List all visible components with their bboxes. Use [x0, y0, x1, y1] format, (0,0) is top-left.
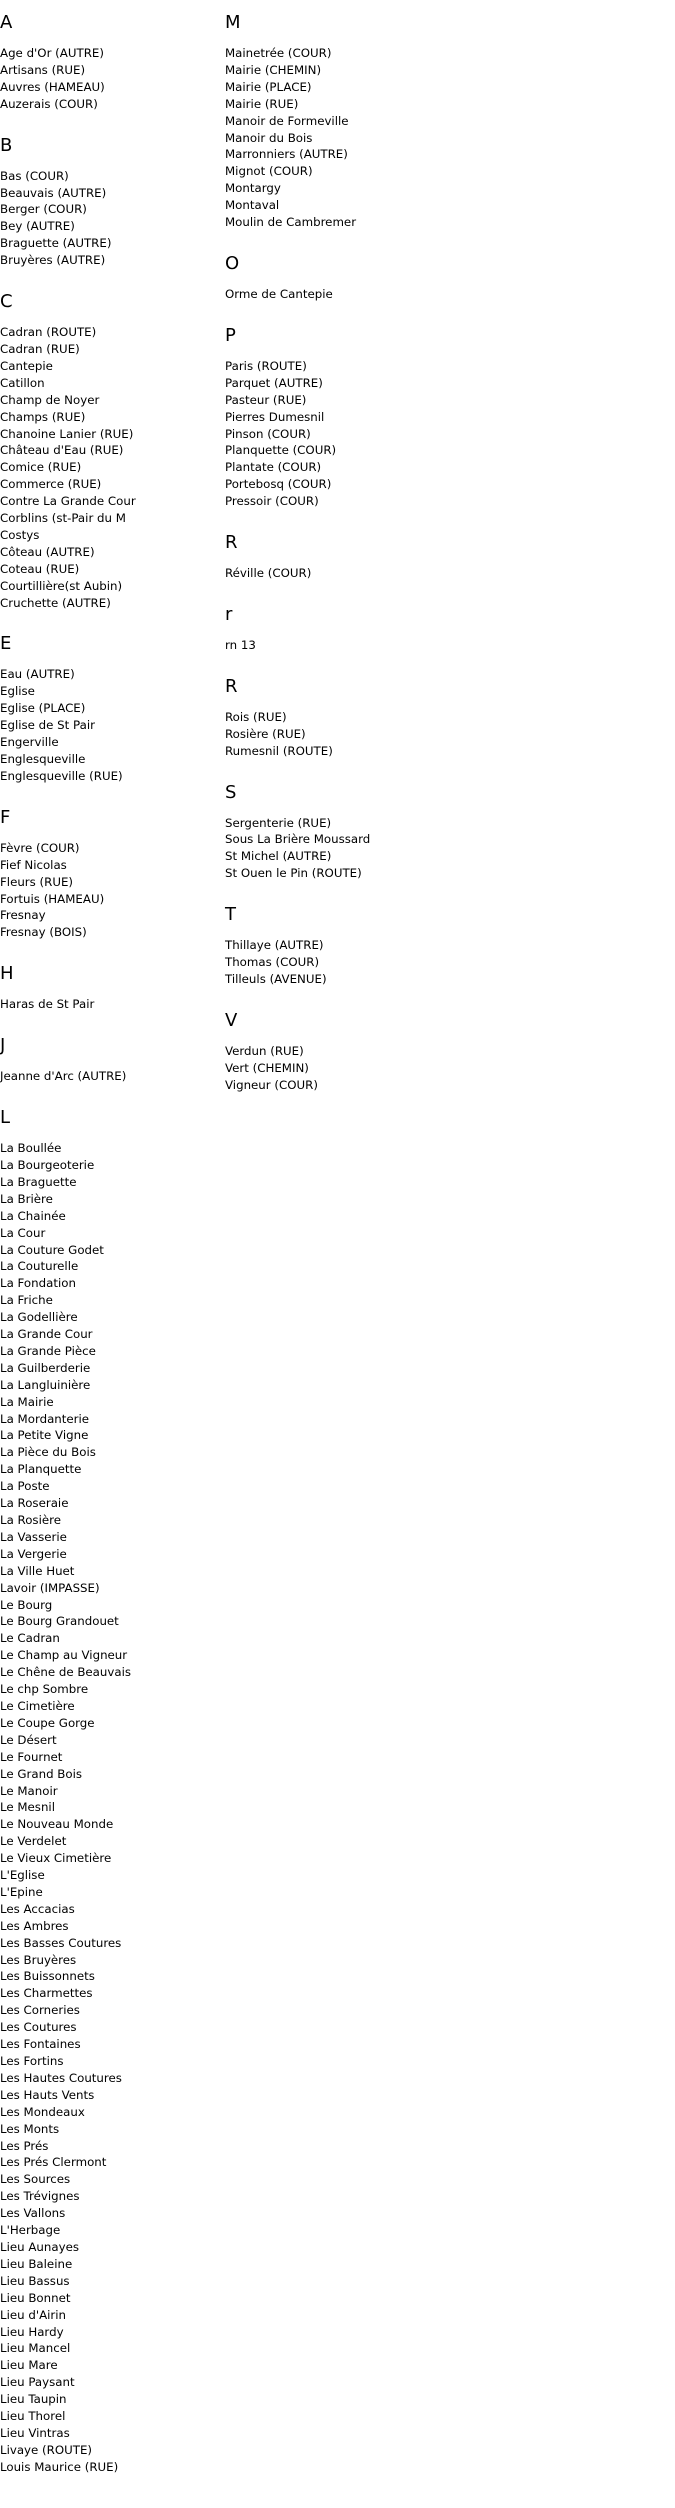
street-list	[225, 709, 665, 760]
street-link[interactable]: Les Basses Coutures	[0, 1935, 122, 1950]
street-link[interactable]: Côteau (AUTRE)	[0, 544, 95, 559]
street-link[interactable]: Verdun (RUE)	[225, 1043, 304, 1058]
street-link[interactable]: La Ville Huet	[0, 1563, 75, 1578]
street-link[interactable]: Englesqueville	[0, 752, 86, 766]
section-letter-heading: V	[225, 1009, 238, 1031]
street-link[interactable]: Lieu Thorel	[0, 2409, 66, 2424]
street-link[interactable]: Parquet (AUTRE)	[225, 375, 323, 390]
street-link[interactable]: La Petite Vigne	[0, 1428, 89, 1443]
street-list	[225, 45, 665, 231]
street-link[interactable]: Les Mondeaux	[0, 2104, 85, 2119]
letter-section	[0, 291, 220, 621]
street-link[interactable]: La Mairie	[0, 1394, 54, 1409]
street-link[interactable]: Comice (RUE)	[0, 460, 82, 475]
street-link[interactable]: Moulin de Cambremer	[225, 215, 357, 230]
section-letter-heading: C	[0, 291, 13, 313]
street-link[interactable]: Age d'Or (AUTRE)	[0, 46, 104, 60]
section-spacer	[0, 785, 220, 795]
section-letter-heading: r	[225, 603, 233, 625]
street-link[interactable]: Eglise de St Pair	[0, 718, 95, 733]
street-link[interactable]: La Couturelle	[0, 1259, 79, 1274]
section-spacer	[0, 1085, 220, 1095]
section-letter-heading: M	[225, 12, 241, 33]
section-letter-heading: B	[0, 134, 13, 156]
street-link[interactable]: La Pièce du Bois	[0, 1445, 96, 1460]
street-link[interactable]: Lieu Vintras	[0, 2425, 70, 2440]
section-spacer	[225, 1094, 665, 1104]
letter-section	[225, 676, 665, 770]
street-link[interactable]: Les Sources	[0, 2172, 71, 2187]
street-link[interactable]: Courtillière(st Aubin)	[0, 578, 123, 593]
street-link[interactable]: La Rosière	[0, 1513, 61, 1527]
street-link[interactable]: Rumesnil (ROUTE)	[225, 743, 333, 758]
street-link[interactable]: Réville (COUR)	[225, 566, 312, 581]
street-link[interactable]: Le Bourg Grandouet	[0, 1614, 119, 1629]
street-link[interactable]: L'Eglise	[0, 1868, 45, 1883]
street-link[interactable]: La Roseraie	[0, 1496, 69, 1511]
street-link[interactable]: Rois (RUE)	[225, 709, 287, 724]
street-link[interactable]: Cantepie	[0, 358, 53, 373]
street-link[interactable]: Paris (ROUTE)	[225, 358, 307, 373]
street-list	[225, 815, 665, 883]
section-letter-heading: H	[0, 963, 14, 985]
street-link[interactable]: Lieu d'Airin	[0, 2307, 67, 2322]
street-list	[225, 937, 665, 988]
street-link[interactable]: Vigneur (COUR)	[225, 1077, 318, 1092]
street-link[interactable]: Les Trévignes	[0, 2189, 80, 2204]
street-link[interactable]: Les Fortins	[0, 2054, 64, 2068]
letter-section	[0, 135, 220, 279]
street-link[interactable]: La Chainée	[0, 1208, 66, 1223]
street-link[interactable]: La Couture Godet	[0, 1242, 104, 1257]
street-link[interactable]: L'Herbage	[0, 2223, 61, 2238]
street-link[interactable]: Pierres Dumesnil	[225, 409, 325, 424]
street-link[interactable]: Cruchette (AUTRE)	[0, 595, 111, 610]
street-link[interactable]: Bruyères (AUTRE)	[0, 253, 106, 268]
street-link[interactable]: Les Bruyères	[0, 1952, 77, 1967]
section-letter-heading: L	[0, 1107, 11, 1129]
section-letter-heading: E	[0, 633, 12, 655]
street-link[interactable]: Pasteur (RUE)	[225, 392, 307, 407]
section-letter-heading: R	[225, 532, 238, 554]
letter-section	[0, 807, 220, 951]
letter-section	[0, 633, 220, 794]
street-link[interactable]: Mairie (CHEMIN)	[225, 62, 322, 77]
section-spacer	[225, 231, 665, 241]
street-link[interactable]: Costys	[0, 527, 40, 542]
section-spacer	[0, 941, 220, 951]
street-link[interactable]: Braguette (AUTRE)	[0, 236, 112, 251]
street-link[interactable]: Mignot (COUR)	[225, 164, 313, 179]
street-link[interactable]: La Brière	[0, 1191, 53, 1206]
section-spacer	[225, 760, 665, 770]
section-letter-heading: S	[225, 781, 237, 803]
letter-section	[225, 1010, 665, 1104]
letter-section	[0, 1107, 220, 2486]
street-link[interactable]: Corblins (st-Pair du M	[0, 511, 126, 526]
street-link[interactable]: La Mordanterie	[0, 1411, 90, 1426]
street-link[interactable]: La Vergerie	[0, 1546, 67, 1561]
street-link[interactable]: Rosière (RUE)	[225, 726, 306, 741]
street-link[interactable]: Pressoir (COUR)	[225, 494, 319, 509]
letter-section	[0, 12, 220, 123]
street-link[interactable]: La Guilberderie	[0, 1360, 91, 1375]
street-link[interactable]: Le Mesnil	[0, 1800, 55, 1815]
section-letter-heading: A	[0, 12, 13, 33]
street-list	[0, 996, 220, 1013]
street-link[interactable]: Fortuis (HAMEAU)	[0, 891, 105, 906]
street-link[interactable]: Lieu Baleine	[0, 2256, 73, 2271]
street-link[interactable]: Les Ambres	[0, 1918, 69, 1933]
section-letter-heading: J	[0, 1035, 6, 1057]
section-spacer	[225, 882, 665, 892]
letter-section	[0, 1035, 220, 1095]
street-link[interactable]: La Poste	[0, 1479, 50, 1494]
street-link[interactable]: Le Fournet	[0, 1749, 63, 1764]
street-link[interactable]: Orme de Cantepie	[225, 286, 333, 301]
street-link[interactable]: Le Bourg	[0, 1597, 53, 1612]
street-list	[0, 168, 220, 269]
right-column	[225, 0, 665, 1104]
street-link[interactable]: Champ de Noyer	[0, 392, 100, 407]
letter-section	[225, 253, 665, 313]
street-link[interactable]: La Planquette	[0, 1462, 82, 1477]
section-spacer	[225, 654, 665, 664]
street-list	[225, 1043, 665, 1094]
street-link[interactable]: Jeanne d'Arc (AUTRE)	[0, 1069, 127, 1084]
street-link[interactable]: Sergenterie (RUE)	[225, 815, 332, 830]
street-link[interactable]: Engerville	[0, 735, 59, 750]
street-link[interactable]: Le Cimetière	[0, 1698, 75, 1713]
street-link[interactable]: Auvres (HAMEAU)	[0, 79, 105, 94]
street-link[interactable]: Les Coutures	[0, 2020, 77, 2035]
letter-section	[225, 904, 665, 998]
street-link[interactable]: La Grande Cour	[0, 1327, 93, 1342]
section-spacer	[0, 611, 220, 621]
street-link[interactable]: Marronniers (AUTRE)	[225, 147, 348, 162]
street-link[interactable]: Englesqueville (RUE)	[0, 768, 123, 783]
letter-section	[225, 12, 665, 241]
street-link[interactable]: Artisans (RUE)	[0, 62, 86, 77]
street-link[interactable]: Berger (COUR)	[0, 202, 87, 217]
street-link[interactable]: Bas (COUR)	[0, 168, 69, 183]
street-link[interactable]: Sous La Brière Moussard	[225, 832, 371, 847]
street-link[interactable]: Les Hauts Vents	[0, 2087, 95, 2102]
street-link[interactable]: La Bourgeoterie	[0, 1157, 95, 1172]
street-list	[225, 565, 665, 582]
street-link[interactable]: St Michel (AUTRE)	[225, 849, 332, 864]
street-link[interactable]: Lieu Bonnet	[0, 2290, 71, 2305]
street-link[interactable]: Lieu Mancel	[0, 2341, 71, 2356]
street-list	[225, 286, 665, 303]
street-link[interactable]: Mainetrée (COUR)	[225, 46, 332, 60]
street-link[interactable]: Haras de St Pair	[0, 997, 95, 1012]
street-link[interactable]: Catillon	[0, 375, 45, 390]
section-letter-heading: P	[225, 324, 236, 346]
street-link[interactable]: St Ouen le Pin (ROUTE)	[225, 866, 362, 881]
street-link[interactable]: Le Désert	[0, 1732, 57, 1747]
street-link[interactable]: Le chp Sombre	[0, 1682, 89, 1697]
street-link[interactable]: Cadran (RUE)	[0, 341, 80, 356]
street-link[interactable]: Lieu Taupin	[0, 2392, 67, 2407]
street-list	[225, 637, 665, 654]
street-link[interactable]: La Cour	[0, 1225, 46, 1240]
street-link[interactable]: La Godellière	[0, 1310, 78, 1325]
street-link[interactable]: Le Chêne de Beauvais	[0, 1665, 132, 1680]
street-link[interactable]: Lavoir (IMPASSE)	[0, 1580, 100, 1595]
street-link[interactable]: Lieu Mare	[0, 2358, 58, 2373]
street-link[interactable]: Manoir de Formeville	[225, 113, 349, 128]
section-letter-heading: R	[225, 675, 238, 697]
street-link[interactable]: Les Buissonnets	[0, 1969, 95, 1984]
street-link[interactable]: Planquette (COUR)	[225, 443, 337, 458]
street-link[interactable]: Le Nouveau Monde	[0, 1817, 114, 1832]
section-letter-heading: O	[225, 252, 240, 274]
section-spacer	[0, 1013, 220, 1023]
street-link[interactable]: La Fondation	[0, 1276, 76, 1291]
street-link[interactable]: La Friche	[0, 1293, 53, 1308]
street-link[interactable]: Louis Maurice (RUE)	[0, 2459, 119, 2474]
street-link[interactable]: Eglise (PLACE)	[0, 701, 86, 716]
street-link[interactable]: Fèvre (COUR)	[0, 840, 80, 855]
street-link[interactable]: Manoir du Bois	[225, 130, 313, 145]
street-link[interactable]: Lieu Paysant	[0, 2375, 75, 2390]
street-link[interactable]: Commerce (RUE)	[0, 477, 102, 492]
street-link[interactable]: La Boullée	[0, 1141, 62, 1156]
street-link[interactable]: Le Grand Bois	[0, 1766, 83, 1781]
section-letter-heading: F	[0, 806, 11, 828]
street-list	[0, 1140, 220, 2476]
street-link[interactable]: Montaval	[225, 198, 280, 213]
section-spacer	[225, 303, 665, 313]
section-spacer	[0, 113, 220, 123]
letter-section	[0, 963, 220, 1023]
street-list	[0, 840, 220, 941]
section-spacer	[225, 510, 665, 520]
street-link[interactable]: Les Corneries	[0, 2003, 80, 2018]
street-link[interactable]: Thomas (COUR)	[225, 955, 320, 970]
street-link[interactable]: Thillaye (AUTRE)	[225, 938, 324, 953]
street-link[interactable]: Bey (AUTRE)	[0, 219, 75, 234]
street-link[interactable]: Lieu Hardy	[0, 2324, 64, 2339]
street-link[interactable]: Livaye (ROUTE)	[0, 2442, 93, 2457]
street-link[interactable]: Les Prés Clermont	[0, 2155, 107, 2170]
street-list	[0, 666, 220, 784]
street-link[interactable]: Le Champ au Vigneur	[0, 1648, 128, 1663]
street-link[interactable]: Coteau (RUE)	[0, 561, 80, 576]
letter-section	[225, 782, 665, 893]
street-link[interactable]: La Grande Pièce	[0, 1343, 96, 1358]
street-link[interactable]: Les Vallons	[0, 2206, 66, 2221]
street-link[interactable]: Vert (CHEMIN)	[225, 1060, 309, 1075]
street-link[interactable]: Eglise	[0, 684, 35, 699]
street-link[interactable]: La Vasserie	[0, 1529, 67, 1544]
street-link[interactable]: Le Manoir	[0, 1783, 58, 1798]
street-link[interactable]: Mairie (RUE)	[225, 96, 299, 111]
street-link[interactable]: Fresnay	[0, 908, 46, 923]
street-link[interactable]: Lieu Aunayes	[0, 2239, 79, 2254]
street-link[interactable]: Lieu Bassus	[0, 2273, 70, 2288]
street-link[interactable]: Plantate (COUR)	[225, 460, 322, 475]
street-link[interactable]: Contre La Grande Cour	[0, 494, 136, 509]
street-link[interactable]: Fresnay (BOIS)	[0, 925, 87, 940]
street-link[interactable]: La Langluinière	[0, 1377, 91, 1392]
street-link[interactable]: Le Coupe Gorge	[0, 1715, 95, 1730]
street-link[interactable]: Les Fontaines	[0, 2037, 81, 2052]
street-link[interactable]: Chanoine Lanier (RUE)	[0, 426, 134, 441]
letter-section	[225, 604, 665, 664]
street-link[interactable]: Le Vieux Cimetière	[0, 1851, 112, 1866]
street-link[interactable]: Auzerais (COUR)	[0, 96, 98, 111]
street-link[interactable]: La Braguette	[0, 1174, 77, 1189]
section-spacer	[225, 988, 665, 998]
street-link[interactable]: Eau (AUTRE)	[0, 667, 75, 682]
section-spacer	[225, 582, 665, 592]
street-link[interactable]: Les Accacias	[0, 1901, 75, 1916]
letter-section	[225, 325, 665, 520]
street-list	[225, 358, 665, 510]
street-link[interactable]: Les Prés	[0, 2138, 49, 2153]
street-link[interactable]: Montargy	[225, 181, 281, 196]
street-link[interactable]: Portebosq (COUR)	[225, 477, 332, 492]
street-link[interactable]: L'Epine	[0, 1884, 43, 1899]
street-link[interactable]: Les Charmettes	[0, 1986, 93, 2001]
street-list	[0, 1068, 220, 1085]
street-link[interactable]: Mairie (PLACE)	[225, 79, 312, 94]
letter-section	[225, 532, 665, 592]
street-link[interactable]: Le Verdelet	[0, 1834, 67, 1849]
street-list	[0, 45, 220, 113]
section-spacer	[0, 269, 220, 279]
section-spacer	[0, 2476, 220, 2486]
street-link[interactable]: Fleurs (RUE)	[0, 874, 74, 889]
left-column	[0, 0, 220, 2486]
street-link[interactable]: Tilleuls (AVENUE)	[225, 972, 327, 986]
street-link[interactable]: Pinson (COUR)	[225, 426, 311, 441]
street-link[interactable]: Beauvais (AUTRE)	[0, 185, 107, 200]
section-letter-heading: T	[225, 904, 236, 926]
street-link[interactable]: Cadran (ROUTE)	[0, 325, 97, 340]
street-link[interactable]: rn 13	[225, 637, 256, 652]
street-link[interactable]: Les Monts	[0, 2121, 60, 2136]
street-link[interactable]: Fief Nicolas	[0, 857, 67, 872]
street-link[interactable]: Les Hautes Coutures	[0, 2070, 122, 2085]
street-link[interactable]: Château d'Eau (RUE)	[0, 443, 124, 458]
street-link[interactable]: Le Cadran	[0, 1631, 60, 1646]
street-list	[0, 324, 220, 611]
street-link[interactable]: Champs (RUE)	[0, 409, 86, 424]
